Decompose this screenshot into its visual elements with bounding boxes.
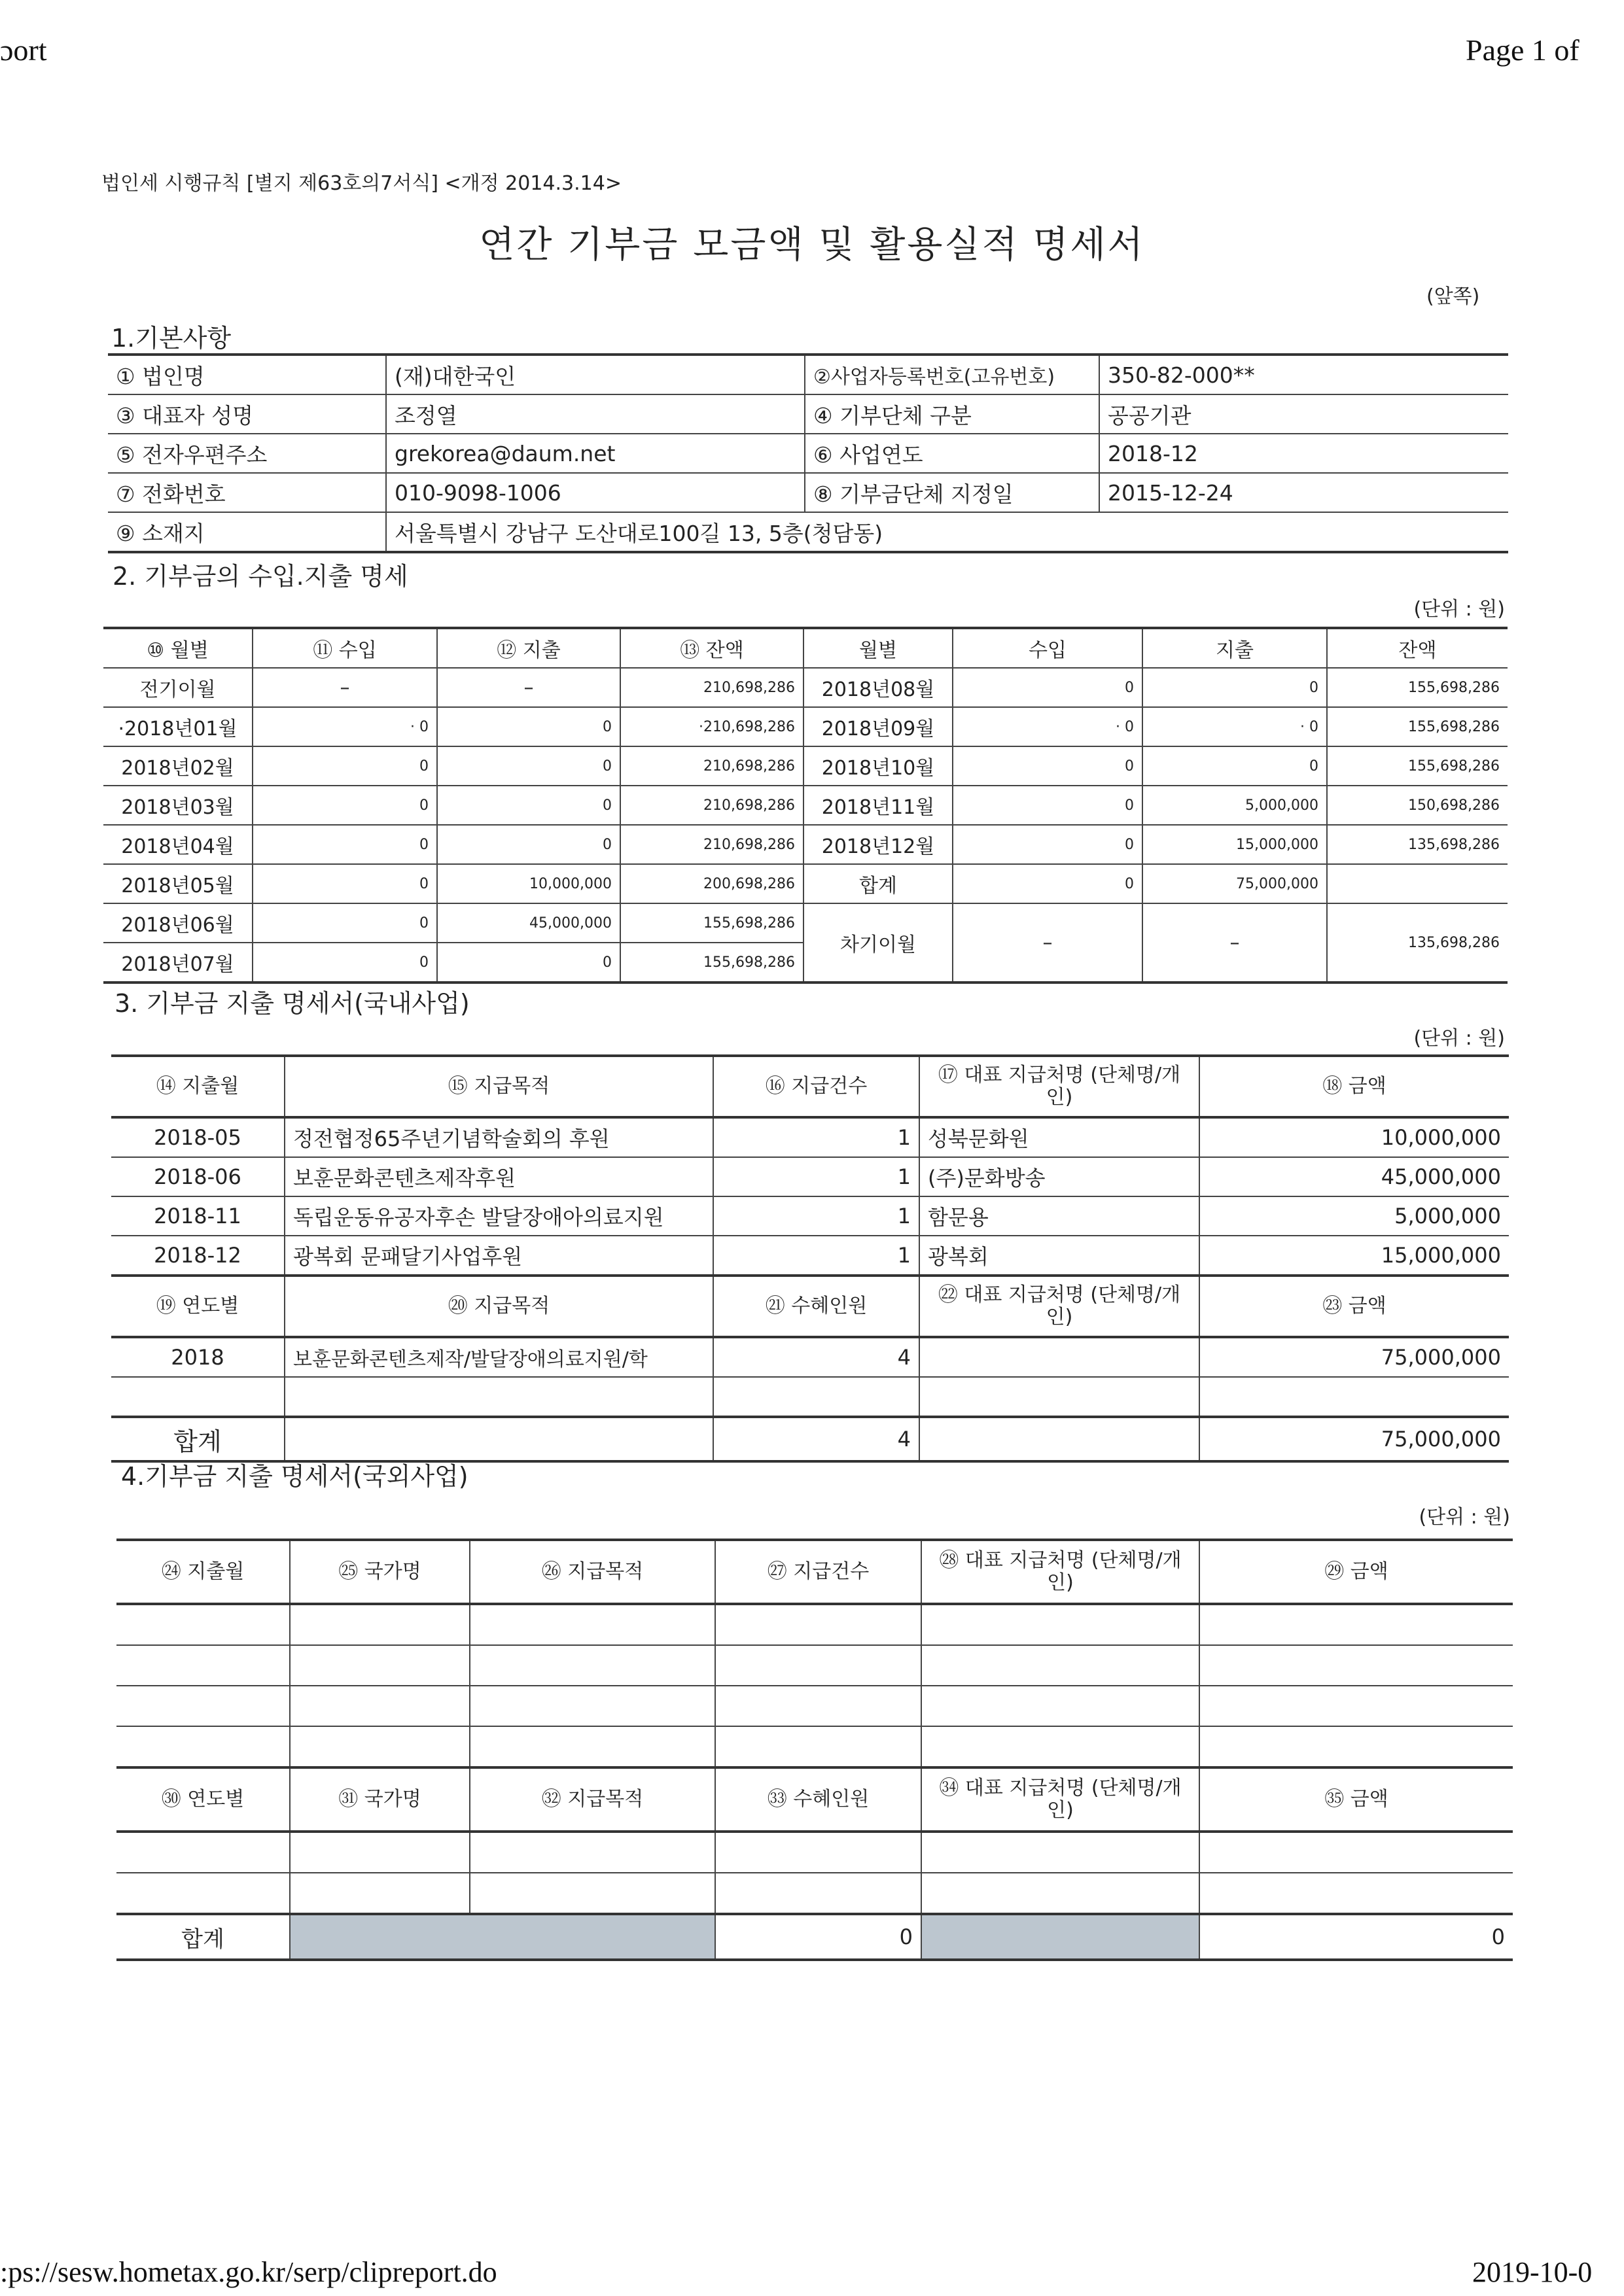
cell-expense-2: 0 — [1142, 668, 1327, 707]
section2-unit: (단위 : 원) — [1413, 598, 1505, 621]
cell-income: · 0 — [253, 707, 437, 746]
cell-expense: – — [437, 668, 620, 707]
empty-cell — [1199, 1377, 1509, 1417]
cell-expense: 45,000,000 — [437, 903, 620, 943]
cell-purpose: 보훈문화콘텐츠제작후원 — [285, 1157, 713, 1196]
empty-cell — [290, 1645, 470, 1686]
empty-cell — [290, 1873, 470, 1914]
cell-income: 0 — [253, 903, 437, 943]
label-business-number: ②사업자등록번호(고유번호) — [805, 355, 1099, 394]
cell-recipient: 광복회 — [919, 1236, 1199, 1276]
table-header-row — [103, 628, 1508, 668]
cell-count: 1 — [713, 1196, 919, 1236]
cell-purpose: 독립운동유공자후손 발달장애아의료지원 — [285, 1196, 713, 1236]
cell-income: 0 — [253, 943, 437, 983]
table-header-row — [111, 1276, 1509, 1337]
table-row — [111, 1236, 1509, 1276]
table-row — [116, 1645, 1513, 1686]
col-income: ⑪ 수입 — [253, 628, 437, 668]
empty-cell — [921, 1832, 1199, 1873]
section1-title: 1.기본사항 — [111, 324, 232, 353]
label-fiscal-year: ⑥ 사업연도 — [805, 434, 1099, 473]
section4-unit: (단위 : 원) — [1419, 1506, 1510, 1529]
cell-total-label: 합계 — [803, 864, 953, 903]
table-row — [103, 707, 1508, 746]
total-count: 0 — [715, 1914, 921, 1960]
table-row — [103, 903, 1508, 943]
empty-cell — [715, 1726, 921, 1767]
label-corp-name: ① 법인명 — [116, 363, 205, 389]
cell-carry-income: – — [953, 903, 1142, 983]
cell-income-2: · 0 — [953, 707, 1142, 746]
cell-month: 2018년02월 — [103, 746, 253, 786]
cell-balance: 210,698,286 — [620, 825, 803, 864]
col-recipient: ㉘ 대표 지급처명 (단체명/개인) — [921, 1540, 1199, 1604]
cell-month: 2018년05월 — [103, 864, 253, 903]
page-title: 연간 기부금 모금액 및 활용실적 명세서 — [479, 224, 1145, 266]
cell-total-balance — [1327, 864, 1508, 903]
table-row — [108, 355, 1508, 394]
col-income-2: 수입 — [953, 628, 1142, 668]
col-recipient-2: ㉒ 대표 지급처명 (단체명/개인) — [919, 1276, 1199, 1337]
empty-cell — [1199, 1686, 1513, 1726]
col-count: ㉗ 지급건수 — [715, 1540, 921, 1604]
col-country-2: ㉛ 국가명 — [290, 1767, 470, 1832]
cell-recipient: 성북문화원 — [919, 1117, 1199, 1157]
table-row — [108, 512, 1508, 552]
empty-cell — [1199, 1645, 1513, 1686]
col-beneficiaries: ㉝ 수혜인원 — [715, 1767, 921, 1832]
total-amount: 0 — [1199, 1914, 1513, 1960]
empty-cell — [1199, 1604, 1513, 1645]
col-purpose: ⑮ 지급목적 — [285, 1056, 713, 1117]
value-org-type: 공공기관 — [1099, 394, 1508, 434]
cell-expense-2: 15,000,000 — [1142, 825, 1327, 864]
cell-expense: 0 — [437, 825, 620, 864]
value-email: grekorea@daum.net — [386, 434, 805, 473]
table-row — [103, 746, 1508, 786]
cell-month: 2018년07월 — [103, 943, 253, 983]
header-left: ɔort — [0, 33, 47, 67]
cell-year: 2018 — [111, 1337, 285, 1377]
col-recipient: ⑰ 대표 지급처명 (단체명/개인) — [919, 1056, 1199, 1117]
cell-recipient — [919, 1337, 1199, 1377]
cell-month: 2018년03월 — [103, 786, 253, 825]
cell-income: 0 — [253, 864, 437, 903]
cell-expense: 0 — [437, 786, 620, 825]
cell-income: 0 — [253, 746, 437, 786]
empty-cell — [290, 1604, 470, 1645]
section4-title: 4.기부금 지출 명세서(국외사업) — [121, 1462, 468, 1491]
empty-cell — [285, 1377, 713, 1417]
col-month-2: 월별 — [803, 628, 953, 668]
cell-balance: 210,698,286 — [620, 786, 803, 825]
overseas-expense-table — [116, 1539, 1513, 1961]
table-row — [116, 1686, 1513, 1726]
cell-balance-2: 155,698,286 — [1327, 707, 1508, 746]
total-row — [111, 1417, 1509, 1461]
cell-income: 0 — [253, 825, 437, 864]
empty-cell — [921, 1604, 1199, 1645]
cell-income-2: 0 — [953, 668, 1142, 707]
total-label: 합계 — [111, 1417, 285, 1461]
cell-purpose: 광복회 문패달기사업후원 — [285, 1236, 713, 1276]
cell-month: 2018년06월 — [103, 903, 253, 943]
page-number: Page 1 of — [1466, 33, 1580, 67]
col-amount-2: ㉟ 금액 — [1199, 1767, 1513, 1832]
label-representative: ③ 대표자 성명 — [108, 394, 386, 434]
footer-date: 2019-10-0 — [1472, 2256, 1593, 2288]
table-row — [111, 1377, 1509, 1417]
domestic-expense-table — [111, 1054, 1509, 1463]
cell-balance: 210,698,286 — [620, 668, 803, 707]
empty-cell — [116, 1645, 290, 1686]
cell-balance: 200,698,286 — [620, 864, 803, 903]
empty-cell — [470, 1686, 715, 1726]
cell-beneficiaries: 4 — [713, 1337, 919, 1377]
cell-month: 2018-06 — [111, 1157, 285, 1196]
section2-title: 2. 기부금의 수입.지출 명세 — [113, 562, 408, 591]
col-purpose-2: ㉜ 지급목적 — [470, 1767, 715, 1832]
empty-cell — [715, 1832, 921, 1873]
cell-expense-2: · 0 — [1142, 707, 1327, 746]
col-purpose-2: ⑳ 지급목적 — [285, 1276, 713, 1337]
form-reference: 법인세 시행규칙 [별지 제63호의7서식] <개정 2014.3.14> — [101, 172, 622, 195]
table-row — [111, 1337, 1509, 1377]
table-row — [103, 825, 1508, 864]
cell-balance-2: 150,698,286 — [1327, 786, 1508, 825]
cell-income-2: 0 — [953, 825, 1142, 864]
cell-total-income: 0 — [953, 864, 1142, 903]
value-designation-date: 2015-12-24 — [1099, 473, 1508, 512]
cell-expense: 0 — [437, 707, 620, 746]
empty-cell — [116, 1726, 290, 1767]
cell-month: 전기이월 — [103, 668, 253, 707]
cell-month-2: 2018년09월 — [803, 707, 953, 746]
col-expense-2: 지출 — [1142, 628, 1327, 668]
cell-purpose: 정전협정65주년기념학술회의 후원 — [285, 1117, 713, 1157]
cell-amount: 45,000,000 — [1199, 1157, 1509, 1196]
cell-expense-2: 5,000,000 — [1142, 786, 1327, 825]
col-expense-month: ⑭ 지출월 — [156, 1075, 239, 1098]
empty-cell — [715, 1686, 921, 1726]
empty-cell — [111, 1377, 285, 1417]
empty-cell — [1199, 1726, 1513, 1767]
cell-amount: 75,000,000 — [1199, 1337, 1509, 1377]
cell-recipient: 함문용 — [919, 1196, 1199, 1236]
table-row — [111, 1117, 1509, 1157]
cell-balance-2: 155,698,286 — [1327, 746, 1508, 786]
shaded-cell — [290, 1914, 715, 1960]
cell-amount: 10,000,000 — [1199, 1117, 1509, 1157]
table-row — [108, 434, 1508, 473]
col-amount-2: ㉓ 금액 — [1199, 1276, 1509, 1337]
cell-month-2: 2018년12월 — [803, 825, 953, 864]
empty-cell — [715, 1604, 921, 1645]
table-row — [108, 473, 1508, 512]
cell-carry-expense: – — [1142, 903, 1327, 983]
cell-balance: 155,698,286 — [620, 943, 803, 983]
empty-cell — [715, 1645, 921, 1686]
cell-amount: 15,000,000 — [1199, 1236, 1509, 1276]
empty-cell — [116, 1832, 290, 1873]
cell-income: 0 — [253, 786, 437, 825]
value-phone: 010-9098-1006 — [386, 473, 805, 512]
cell-income-2: 0 — [953, 786, 1142, 825]
table-header-row — [116, 1540, 1513, 1604]
section3-title: 3. 기부금 지출 명세서(국내사업) — [115, 989, 470, 1018]
total-beneficiaries: 4 — [713, 1417, 919, 1461]
col-purpose: ㉖ 지급목적 — [470, 1540, 715, 1604]
empty-cell — [1199, 1832, 1513, 1873]
col-month: ⑩ 월별 — [147, 639, 209, 662]
total-recipient — [919, 1417, 1199, 1461]
cell-month-2: 2018년08월 — [803, 668, 953, 707]
cell-balance-2: 135,698,286 — [1327, 825, 1508, 864]
col-year: ㉚ 연도별 — [116, 1767, 290, 1832]
table-row — [116, 1873, 1513, 1914]
table-row — [116, 1604, 1513, 1645]
empty-cell — [921, 1873, 1199, 1914]
cell-income: – — [253, 668, 437, 707]
col-amount: ㉙ 금액 — [1199, 1540, 1513, 1604]
empty-cell — [116, 1873, 290, 1914]
cell-total-expense: 75,000,000 — [1142, 864, 1327, 903]
cell-carry-balance: 135,698,286 — [1327, 903, 1508, 983]
col-balance: ⑬ 잔액 — [620, 628, 803, 668]
col-recipient-2: ㉞ 대표 지급처명 (단체명/개인) — [921, 1767, 1199, 1832]
front-side-label: (앞쪽) — [1426, 285, 1480, 308]
cell-recipient: (주)문화방송 — [919, 1157, 1199, 1196]
cell-month-2: 2018년10월 — [803, 746, 953, 786]
empty-cell — [713, 1377, 919, 1417]
col-count: ⑯ 지급건수 — [713, 1056, 919, 1117]
total-label: 합계 — [116, 1914, 290, 1960]
shaded-cell — [921, 1914, 1199, 1960]
empty-cell — [470, 1604, 715, 1645]
cell-purpose: 보훈문화콘텐츠제작/발달장애의료지원/학 — [285, 1337, 713, 1377]
label-email: ⑤ 전자우편주소 — [108, 434, 386, 473]
value-representative: 조정열 — [386, 394, 805, 434]
empty-cell — [470, 1832, 715, 1873]
cell-expense: 10,000,000 — [437, 864, 620, 903]
cell-count: 1 — [713, 1157, 919, 1196]
cell-month-2: 2018년11월 — [803, 786, 953, 825]
cell-month: 2018-05 — [111, 1117, 285, 1157]
table-row — [116, 1726, 1513, 1767]
table-row — [103, 786, 1508, 825]
total-row — [116, 1914, 1513, 1960]
cell-month: 2018-11 — [111, 1196, 285, 1236]
empty-cell — [290, 1726, 470, 1767]
empty-cell — [921, 1686, 1199, 1726]
cell-month: ·2018년01월 — [103, 707, 253, 746]
empty-cell — [919, 1377, 1199, 1417]
total-amount: 75,000,000 — [1199, 1417, 1509, 1461]
table-row — [103, 668, 1508, 707]
table-header-row — [116, 1767, 1513, 1832]
cell-expense: 0 — [437, 943, 620, 983]
cell-carry-label: 차기이월 — [803, 903, 953, 983]
label-designation-date: ⑧ 기부금단체 지정일 — [805, 473, 1099, 512]
empty-cell — [921, 1726, 1199, 1767]
empty-cell — [116, 1686, 290, 1726]
cell-amount: 5,000,000 — [1199, 1196, 1509, 1236]
cell-count: 1 — [713, 1117, 919, 1157]
empty-cell — [470, 1873, 715, 1914]
table-row — [103, 864, 1508, 903]
cell-balance: ·210,698,286 — [620, 707, 803, 746]
section3-unit: (단위 : 원) — [1413, 1027, 1505, 1050]
table-row — [108, 394, 1508, 434]
cell-count: 1 — [713, 1236, 919, 1276]
footer-url: :ps://sesw.hometax.go.kr/serp/clipreport.do — [0, 2256, 497, 2288]
col-year: ⑲ 연도별 — [111, 1276, 285, 1337]
cell-expense-2: 0 — [1142, 746, 1327, 786]
col-expense: ⑫ 지출 — [437, 628, 620, 668]
table-row — [111, 1196, 1509, 1236]
income-expense-table — [103, 627, 1508, 984]
empty-cell — [715, 1873, 921, 1914]
empty-cell — [470, 1645, 715, 1686]
value-corp-name: (재)대한국인 — [386, 355, 805, 394]
basic-info-table — [108, 353, 1508, 553]
total-purpose — [285, 1417, 713, 1461]
label-org-type: ④ 기부단체 구분 — [805, 394, 1099, 434]
col-beneficiaries: ㉑ 수혜인원 — [713, 1276, 919, 1337]
empty-cell — [470, 1726, 715, 1767]
value-address: 서울특별시 강남구 도산대로100길 13, 5층(청담동) — [386, 512, 1508, 552]
cell-month: 2018-12 — [111, 1236, 285, 1276]
col-country: ㉕ 국가명 — [290, 1540, 470, 1604]
empty-cell — [290, 1832, 470, 1873]
table-header-row — [111, 1056, 1509, 1117]
cell-balance: 155,698,286 — [620, 903, 803, 943]
cell-expense: 0 — [437, 746, 620, 786]
empty-cell — [921, 1645, 1199, 1686]
empty-cell — [1199, 1873, 1513, 1914]
empty-cell — [290, 1686, 470, 1726]
cell-month: 2018년04월 — [103, 825, 253, 864]
value-business-number: 350-82-000** — [1099, 355, 1508, 394]
value-fiscal-year: 2018-12 — [1099, 434, 1508, 473]
cell-balance: 210,698,286 — [620, 746, 803, 786]
cell-income-2: 0 — [953, 746, 1142, 786]
table-row — [116, 1832, 1513, 1873]
col-expense-month: ㉔ 지출월 — [161, 1560, 245, 1583]
table-row — [111, 1157, 1509, 1196]
empty-cell — [116, 1604, 290, 1645]
cell-balance-2: 155,698,286 — [1327, 668, 1508, 707]
label-phone: ⑦ 전화번호 — [108, 473, 386, 512]
label-address: ⑨ 소재지 — [108, 512, 386, 552]
col-amount: ⑱ 금액 — [1199, 1056, 1509, 1117]
col-balance-2: 잔액 — [1327, 628, 1508, 668]
